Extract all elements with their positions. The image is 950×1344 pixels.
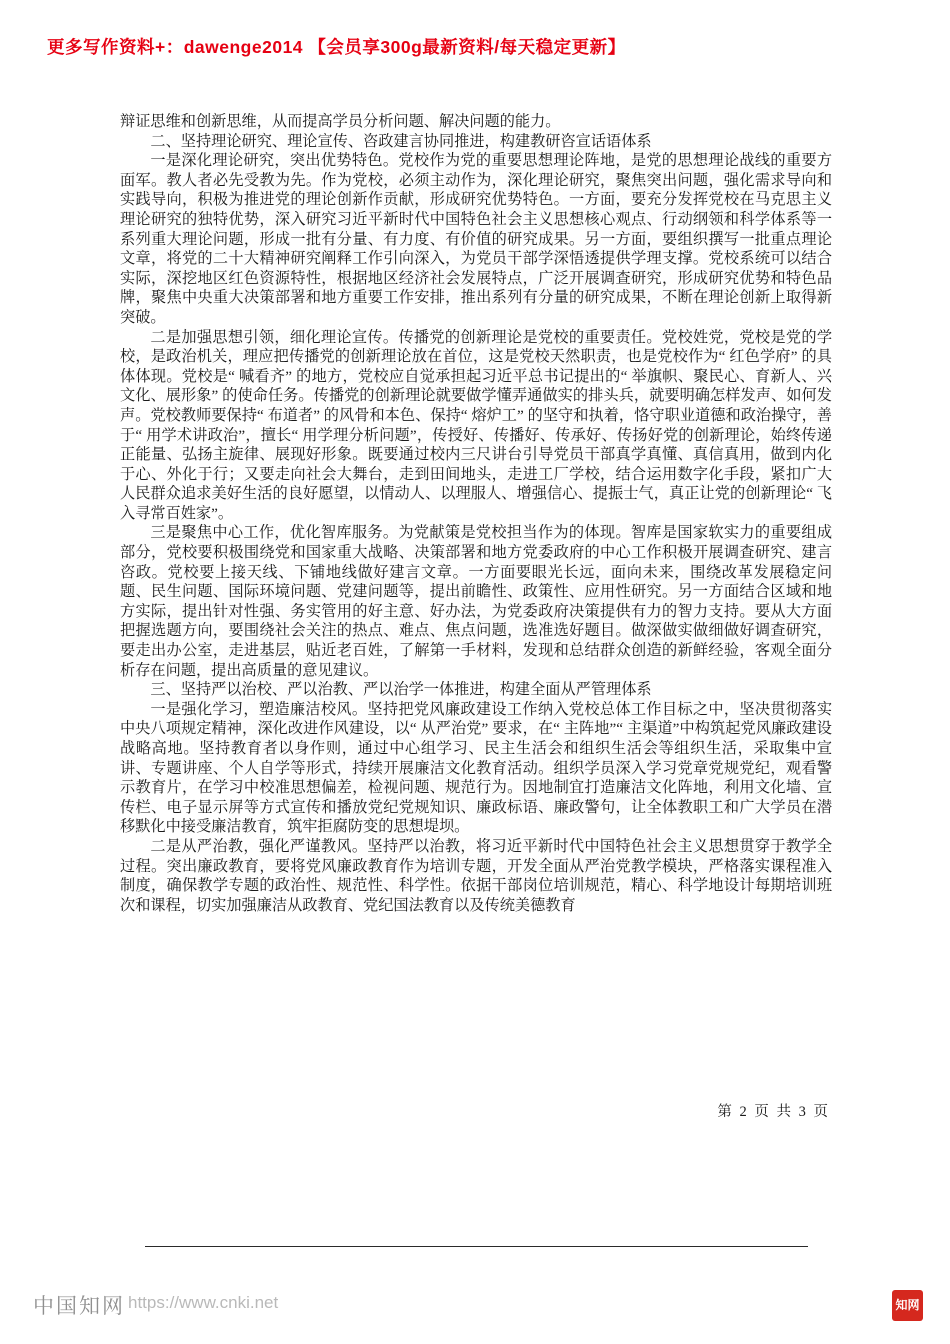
paragraph: 辩证思维和创新思维，从而提高学员分析问题、解决问题的能力。 (120, 113, 561, 130)
cnki-logo-text: 知网 (895, 1298, 920, 1312)
section-heading: 二、坚持理论研究、理论宣传、咨政建言协同推进，构建教研咨宣话语体系 (150, 132, 652, 150)
paragraph: 三是聚焦中心工作，优化智库服务。为党献策是党校担当作为的体现。智库是国家软实力的重要组成部分，党校要积极围绕党和国家重大战略、决策部署和地方党委政府的中心工作积极开展调查研究、建言咨政。党校要上接天线、下铺地线做好建言文章。一方面要眼光长远，面向未来，围绕改革发展稳定问题、民生问题、国际环境问题、党建问题等，提出前瞻性、政策性、应用性研究。另一方面结合区域和地方实际，提出针对性强、务实管用的好主意、好办法，为党委政府决策提供有力的智力支持。要从大方面把握选题方向，要围绕社会关注的热点、难点、焦点问题，选准选好题目。做深做实做细做好调查研究，要走出办公室，走进基层，贴近老百姓，了解第一手材料，发现和总结群众创造的新鲜经验，客观全面分析存在问题，提出高质量的意见建议。 (120, 524, 832, 679)
paragraph: 二是从严治教，强化严谨教风。坚持严以治教，将习近平新时代中国特色社会主义思想贯穿于教学全过程。突出廉政教育，要将党风廉政教育作为培训专题，开发全面从严治党教学模块，严格落实课程准入制度，确保教学专题的政治性、规范性、科学性。依据干部岗位培训规范，精心、科学地设计每期培训班次和课程，切实加强廉洁从政教育、党纪国法教育以及传统美德教育 (120, 837, 832, 914)
cnki-brand: 中国知网 (33, 1295, 125, 1318)
page-number: 第 2 页 共 3 页 (717, 1104, 830, 1120)
footer-divider (145, 1246, 808, 1247)
paragraph: 一是深化理论研究，突出优势特色。党校作为党的重要思想理论阵地，是党的思想理论战线的重要方面军。教人者必先受教为先。作为党校，必须主动作为，深化理论研究，聚焦突出问题，强化需求导向和实践导向，积极为推进党的理论创新作贡献，形成研究优势特色。一方面，要充分发挥党校在马克思主义理论研究的独特优势，深入研究习近平新时代中国特色社会主义思想核心观点、行动纲领和科学体系等一系列重大理论问题，形成一批有分量、有力度、有价值的研究成果。另一方面，要组织撰写一批重点理论文章，将党的二十大精神研究阐释工作引向深入，为党员干部学深悟透提供学理支撑。党校系统可以结合实际，深挖地区红色资源特性，根据地区经济社会发展特点，广泛开展调查研究，形成研究优势和特色品牌，聚焦中央重大决策部署和地方重要工作安排，推出系列有分量的研究成果，不断在理论创新上取得新突破。 (120, 152, 832, 326)
cnki-logo-icon (892, 1290, 923, 1321)
document-body (120, 112, 832, 915)
section-heading: 三、坚持严以治校、严以治教、严以治学一体推进，构建全面从严管理体系 (150, 681, 652, 699)
paragraph: 二是加强思想引领，细化理论宣传。传播党的创新理论是党校的重要责任。党校姓党，党校是党的学校，是政治机关，理应把传播党的创新理论放在首位，这是党校天然职责，也是党校作为“ 红色学府” 的具体体现。党校是“ 喊看齐” 的地方，党校应自觉承担起习近平总书记提出的“ 举旗帜、聚民心、育新人、兴文化、展形象” 的使命任务。传播党的创新理论就要做学懂弄通做实的排头兵，就要明确怎样发声、如何发声。党校教师要保持“ 布道者” 的风骨和本色、保持“ 熔炉工” 的坚守和执着，恪守职业道德和政治操守，善于“ 用学术讲政治”，擅长“ 用学理分析问题”，传授好、传播好、传承好、传扬好党的创新理论，始终传递正能量、弘扬主旋律、展现好形象。既要通过校内三尺讲台引导党员干部真学真懂、真信真用，做到内化于心、外化于行；又要走向社会大舞台，走到田间地头，走进工厂学校，结合运用数字化手段，紧扣广大人民群众追求美好生活的良好愿望，以情动人、以理服人、增强信心、提振士气，真正让党的创新理论“ 飞入寻常百姓家”。 (120, 328, 832, 522)
paragraph: 一是强化学习，塑造廉洁校风。坚持把党风廉政建设工作纳入党校总体工作目标之中，坚决贯彻落实中央八项规定精神，深化改进作风建设，以“ 从严治党” 要求，在“ 主阵地”“ 主渠道”中构筑起党风廉政建设战略高地。坚持教育者以身作则，通过中心组学习、民主生活会和组织生活会等组织生活，采取集中宣讲、专题讲座、个人自学等形式，持续开展廉洁文化教育活动。组织学员深入学习党章党规党纪，观看警示教育片，在学习中校准思想偏差，检视问题、规范行为。因地制宜打造廉洁文化阵地，利用文化墙、宣传栏、电子显示屏等方式宣传和播放党纪党规知识、廉政标语、廉政警句，让全体教职工和广大学员在潜移默化中接受廉洁教育，筑牢拒腐防变的思想堤坝。 (120, 700, 832, 836)
cnki-url[interactable]: https://www.cnki.net (128, 1293, 279, 1312)
promo-banner: 更多写作资料+：dawenge2014 【会员享300g最新资料/每天稳定更新】 (47, 37, 626, 57)
